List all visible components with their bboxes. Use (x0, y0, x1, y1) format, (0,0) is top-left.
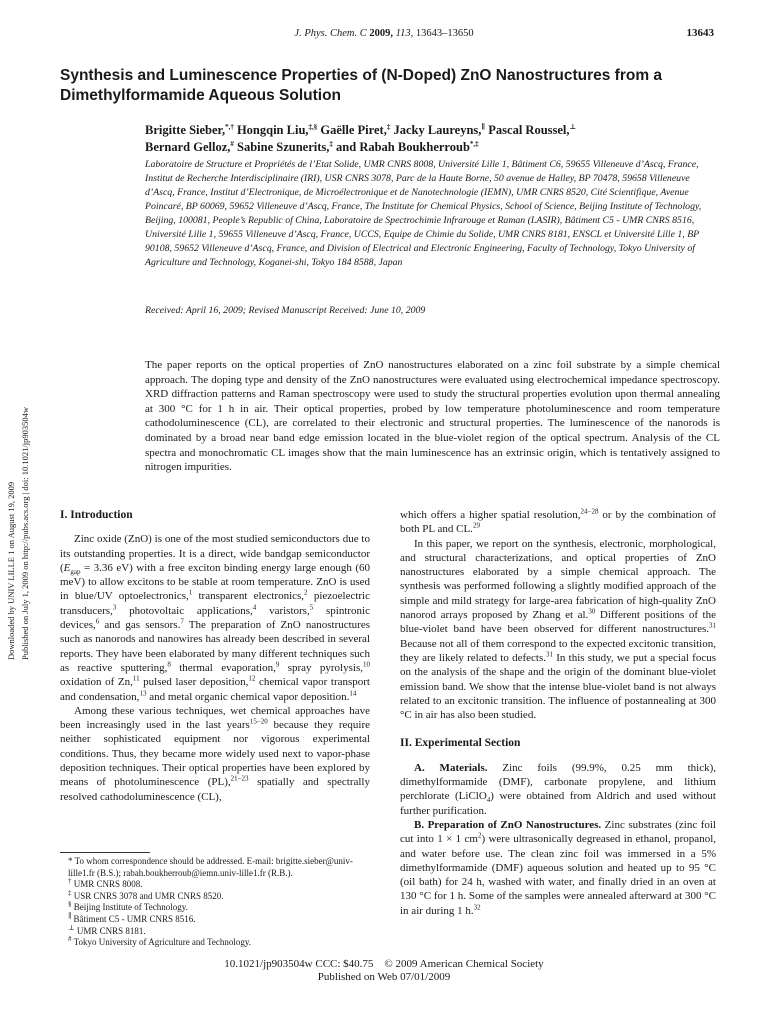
journal-name: J. Phys. Chem. C (294, 28, 367, 39)
received-dates: Received: April 16, 2009; Revised Manuscript Received: June 10, 2009 (145, 305, 426, 316)
affiliations: Laboratoire de Structure et Propriétés de l’Etat Solide, UMR CNRS 8008, Université Lille 1, Bâtiment C6, 59655 Villeneuve d’Ascq, France, Institut de Recherche Interdisciplinaire (IRI), USR CNRS 3078, Parc de la Haute Borne, 50 avenue de Halley, BP 70478, 59658 Villeneuve d’Ascq, France, Institut d’Electronique, de Microélectronique et de Nanotechnologie (IEMN), UMR CNRS 8520, Cité Scientifique, Avenue Poincaré, BP 60069, 59652 Villeneuve d’Ascq, France, The Institute for Chemical Physics, School of Science, Beijing Institute of Technology, Beijing, 100081, People’s Republic of China, Laboratoire de Spectrochimie Infrarouge et Raman (LASIR), Bâtiment C5 - UMR CNRS 8516, Université Lille 1, 59655 Villeneuve d’Ascq, France, UCCS, Equipe de Chimie du Solide, UMR CNRS 8181, ENSCL et Université Lille 1, BP 90108, 59652 Villeneuve d’Ascq, France, and Division of Electrical and Electronic Engineering, Faculty of Technology, Tokyo University of Agriculture and Technology, Koganei-shi, Tokyo 184 8588, Japan (145, 159, 702, 268)
footnotes (60, 856, 375, 949)
web-publication-date: Published on Web 07/01/2009 (317, 971, 451, 983)
footnote: † UMR CNRS 8008. (68, 877, 143, 890)
subsection-heading-preparation: B. Preparation of ZnO Nanostructures. (414, 818, 602, 831)
page-number: 13643 (686, 27, 714, 39)
doi-cost: 10.1021/jp903504w CCC: $40.75 (224, 958, 374, 970)
section-heading-experimental: II. Experimental Section (400, 737, 521, 750)
journal-citation (0, 28, 768, 39)
abstract: The paper reports on the optical properties of ZnO nanostructures elaborated on a zinc foil substrate by a simple chemical approach. The doping type and density of the ZnO nanostructures were evaluated using electrochemical impedance spectroscopy. XRD diffraction patterns and Raman spectroscopy were used to study the structural properties evolution upon thermal annealing at 300 °C for 1 h in air. Their optical properties, probed by low temperature photoluminescence and room temperature cathodoluminescence (CL), are correlated to their electronic and structural properties. The luminescence of the nanorods is dominated by a broad near band edge emission located in the blue-violet region of the optical spectrum. Analysis of the CL spectra and monochromatic CL images show that the main luminescence has an extrinsic origin, which is tentatively assigned to nitrogen impurities. (145, 359, 720, 474)
footnote: ∥ Bâtiment C5 - UMR CNRS 8516. (68, 911, 196, 924)
author: Gaëlle Piret,‡ (320, 122, 391, 137)
journal-volume: 113, (395, 28, 414, 39)
journal-pages: 13643–13650 (415, 28, 474, 39)
footnote: § Beijing Institute of Technology. (68, 900, 188, 913)
author: Hongqin Liu,‡,§ (236, 122, 318, 137)
paragraph: B. Preparation of ZnO Nanostructures. Zinc substrates (zinc foil cut into 1 × 1 $cm^2$) were ultrasonically degreased in ethanol, propanol, and water before use. The clean zinc foil was immersed in a 5% dimethylformamide (DMF) aqueous solution and heated up to 95 °C (oil bath) for 24 h, washed with water, and finally dried in an oven at 130 °C for 1 h. Some of the samples were annealed afterward at 300 °C in air during 1 h.$^{32}$ (400, 818, 716, 917)
paragraph: Among these various techniques, wet chemical approaches have been increasingly used in the last years$^{15-20}$ because they require neither sophisticated equipment nor vigorous experimental conditions. Thus, they became more widely used next to vapor-phase deposition techniques. Their optical properties have been explored by means of photoluminescence (PL),$^{21-23}$ spatially and spectrally resolved cathodoluminescence (CL), (60, 704, 370, 803)
paragraph: Zinc oxide (ZnO) is one of the most studied semiconductors due to its outstanding properties. It is a direct, wide bandgap semiconductor ($E_{gap} = 3.36$ eV) with a free exciton binding energy large enough (60 meV) to allow excitons to be stable at room temperature. ZnO is used in blue/UV optoelectronics,$^1$ transparent electronics,$^2$ piezoelectric transducers,$^3$ photovoltaic applications,$^4$ varistors,$^5$ spintronic devices,$^6$ and gas sensors.$^7$ The preparation of ZnO nanostructures such as nanorods and nanowires has already been described in several reports. They have been elaborated by many different techniques such as reactive sputtering,$^8$ thermal evaporation,$^9$ spray pyrolysis,$^{10}$ oxidation of Zn,$^{11}$ pulsed laser deposition,$^{12}$ chemical vapor transport and condensation,$^{13}$ and metal organic chemical vapor deposition.$^{14}$ (60, 533, 371, 703)
left-column (60, 508, 370, 804)
author: and Rabah Boukherroub*,‡ (336, 139, 479, 154)
footnote: # Tokyo University of Agriculture and Technology. (68, 935, 252, 948)
author: Pascal Roussel,⊥ (488, 122, 577, 137)
publication-notice: Published on July 1, 2009 on http://pubs.acs.org | doi: 10.1021/jp903504w (20, 406, 30, 660)
subsection-heading-materials: A. Materials. (414, 761, 488, 774)
paragraph: A. Materials. Zinc foils (99.9%, 0.25 mm thick), dimethylformamide (DMF), carbonate propylene, and lithium perchlorate (LiClO$_4$) were obtained from Aldrich and used without further purification. (400, 761, 716, 817)
right-column (400, 508, 716, 918)
author: Jacky Laureyns,∥ (393, 122, 486, 137)
download-notice: Downloaded by UNIV LILLE 1 on August 19, 2009 (6, 481, 16, 660)
footnote-divider (60, 852, 150, 853)
author: Bernard Gelloz,# (145, 139, 234, 154)
page-footer (0, 958, 768, 984)
author-list (145, 122, 725, 156)
author: Brigitte Sieber,*,† (145, 122, 234, 137)
section-heading-introduction: I. Introduction (60, 509, 133, 521)
footnote: ‡ USR CNRS 3078 and UMR CNRS 8520. (68, 888, 224, 901)
paragraph: which offers a higher spatial resolution,$^{24-28}$ or by the combination of both PL and CL.$^{29}$ (400, 507, 716, 536)
paper-title: Synthesis and Luminescence Properties of (N-Doped) ZnO Nanostructures from a Dimethylformamide Aqueous Solution (60, 67, 663, 104)
footnote: ⊥ UMR CNRS 8181. (68, 923, 146, 936)
paragraph: In this paper, we report on the synthesis, electronic, morphological, and structural characterizations, and optical properties of ZnO nanostructures elaborated by a simple chemical approach. The synthesis was performed following a slightly modified approach of the simple and mild strategy for large-area fabrication of high-quality ZnO nanorod arrays proposed by Zhang et al.$^{30}$ Different positions of the blue-violet band have been observed for different nanostructures.$^{31}$ Because not all of them correspond to the expected excitonic transition, they are likely related to defects.$^{31}$ In this study, we put a special focus on the analysis of the shape and the origin of the dominant blue-violet emission band. We show that the intense blue-violet band is not always related to an excitonic transition. The influence of postannealing at 300 °C in air has also been studied. (400, 537, 717, 722)
journal-year: 2009, (369, 28, 393, 39)
copyright: © 2009 American Chemical Society (384, 958, 544, 970)
author: Sabine Szunerits,‡ (237, 139, 333, 154)
footnote: * To whom correspondence should be addressed. E-mail: brigitte.sieber@univ-lille1.fr (B.S.); rabah.boukherroub@iemn.univ-lille1.fr (R.B.). (68, 856, 353, 878)
